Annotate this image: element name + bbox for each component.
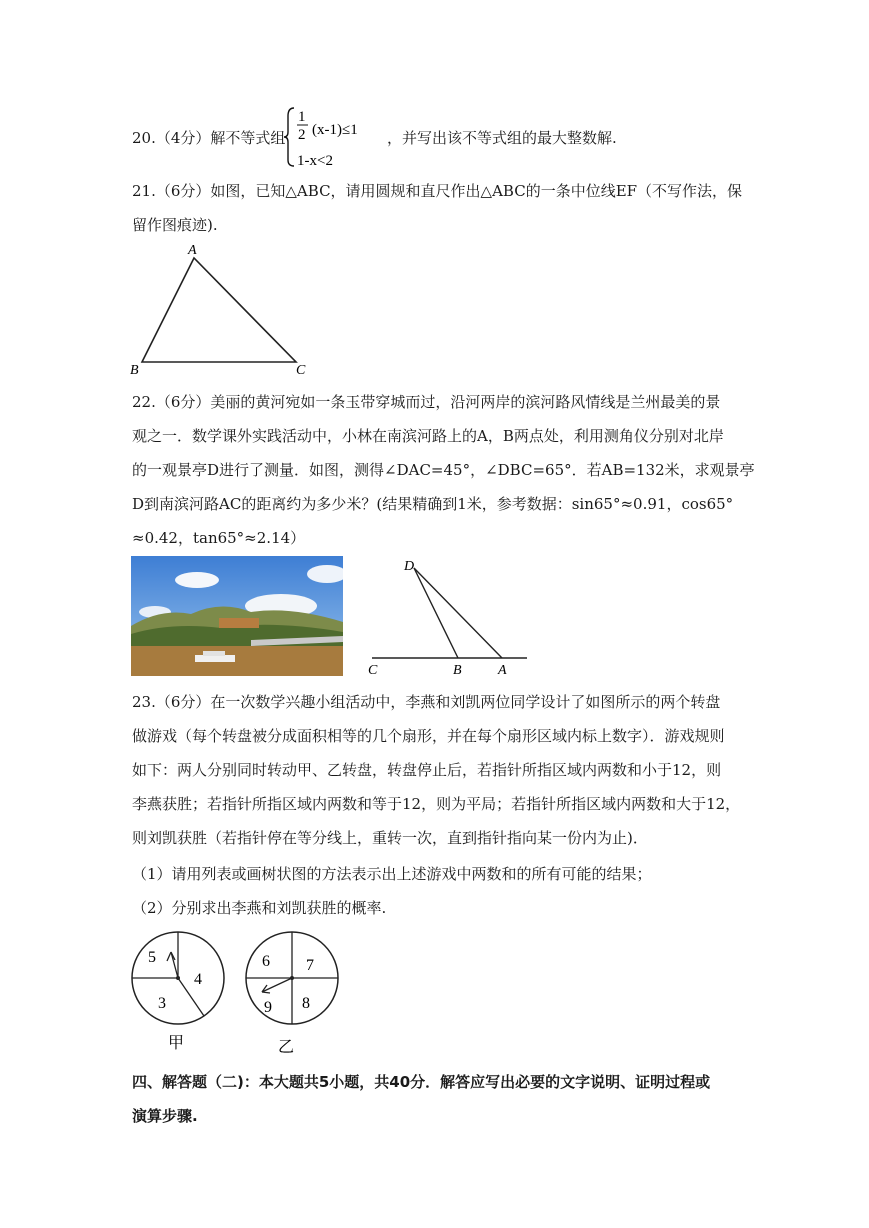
- vertex-b-label: B: [130, 363, 139, 376]
- spinner-yi-number: 6: [262, 953, 270, 970]
- q20-line: [132, 128, 285, 148]
- q21-line1: 21.（6分）如图，已知△ABC，请用圆规和直尺作出△ABC的一条中位线EF（不写作法，保: [132, 182, 743, 200]
- point-d-label: D: [404, 559, 415, 574]
- spinner-yi-number: 8: [302, 995, 310, 1012]
- q22-line4: D到南滨河路AC的距离约为多少米？(结果精确到1米，参考数据：sin65°≈0.91，cos65°: [132, 495, 734, 513]
- spinner-yi: [242, 930, 346, 1054]
- yellow-river-photo: [131, 556, 343, 676]
- fraction-denominator: 2: [298, 127, 306, 143]
- inequality-2: 1-x<2: [297, 153, 333, 169]
- q22-line1: 22.（6分）美丽的黄河宛如一条玉带穿城而过，沿河两岸的滨河路风情线是兰州最美的景: [132, 393, 721, 411]
- spinner-jia-caption: 甲: [168, 1035, 185, 1052]
- inequality-1: (x-1)≤1: [312, 122, 358, 138]
- section4-line1: 四、解答题（二)：本大题共5小题，共40分．解答应写出必要的文字说明、证明过程或: [132, 1073, 711, 1091]
- spinner-yi-number: 9: [264, 999, 272, 1016]
- spinner-jia-number: 5: [148, 949, 156, 966]
- q20-suffix-line: [387, 128, 617, 148]
- q23-sub2: （2）分别求出李燕和刘凯获胜的概率.: [132, 899, 387, 917]
- q23-line3: 如下：两人分别同时转动甲、乙转盘，转盘停止后，若指针所指区域内两数和小于12，则: [132, 761, 722, 779]
- q23-line2: 做游戏（每个转盘被分成面积相等的几个扇形，并在每个扇形区域内标上数字）．游戏规则: [132, 727, 725, 745]
- q20-suffix: ，并写出该不等式组的最大整数解.: [387, 129, 617, 147]
- point-b-label: B: [453, 663, 462, 678]
- spinner-jia-number: 3: [158, 995, 166, 1012]
- q23-sub1: （1）请用列表或画树状图的方法表示出上述游戏中两数和的所有可能的结果；: [132, 865, 652, 883]
- spinner-jia-number: 4: [194, 971, 202, 988]
- vertex-a-label: A: [188, 243, 197, 258]
- spinner-yi-caption: 乙: [278, 1039, 295, 1054]
- angle-measurement-figure: [362, 556, 532, 678]
- vertex-c-label: C: [296, 363, 306, 376]
- q22-line2: 观之一．数学课外实践活动中，小林在南滨河路上的A，B两点处，利用测角仪分别对北岸: [132, 427, 724, 445]
- q23-line1: 23.（6分）在一次数学兴趣小组活动中，李燕和刘凯两位同学设计了如图所示的两个转盘: [132, 693, 721, 711]
- q22-line3: 的一观景亭D进行了测量．如图，测得∠DAC=45°，∠DBC=65°．若AB=132米，求观景亭: [132, 461, 755, 479]
- q21-line2: 留作图痕迹).: [132, 216, 218, 234]
- fraction-numerator: 1: [298, 109, 306, 125]
- q23-line5: 则刘凯获胜（若指针停在等分线上，重转一次，直到指针指向某一份内为止)．: [132, 829, 648, 847]
- point-a-label: A: [498, 663, 507, 678]
- section4-line2: 演算步骤.: [132, 1107, 198, 1125]
- q23-line4: 李燕获胜；若指针所指区域内两数和等于12，则为平局；若指针所指区域内两数和大于12，: [132, 795, 741, 813]
- spinner-yi-number: 7: [306, 957, 314, 974]
- spinner-jia: [128, 930, 232, 1054]
- triangle-abc-figure: [128, 240, 318, 376]
- point-c-label: C: [368, 663, 378, 678]
- q20-prefix: 20.（4分）解不等式组: [132, 129, 286, 147]
- q22-line5: ≈0.42，tan65°≈2.14）: [132, 529, 306, 547]
- inequality-system: [284, 104, 394, 170]
